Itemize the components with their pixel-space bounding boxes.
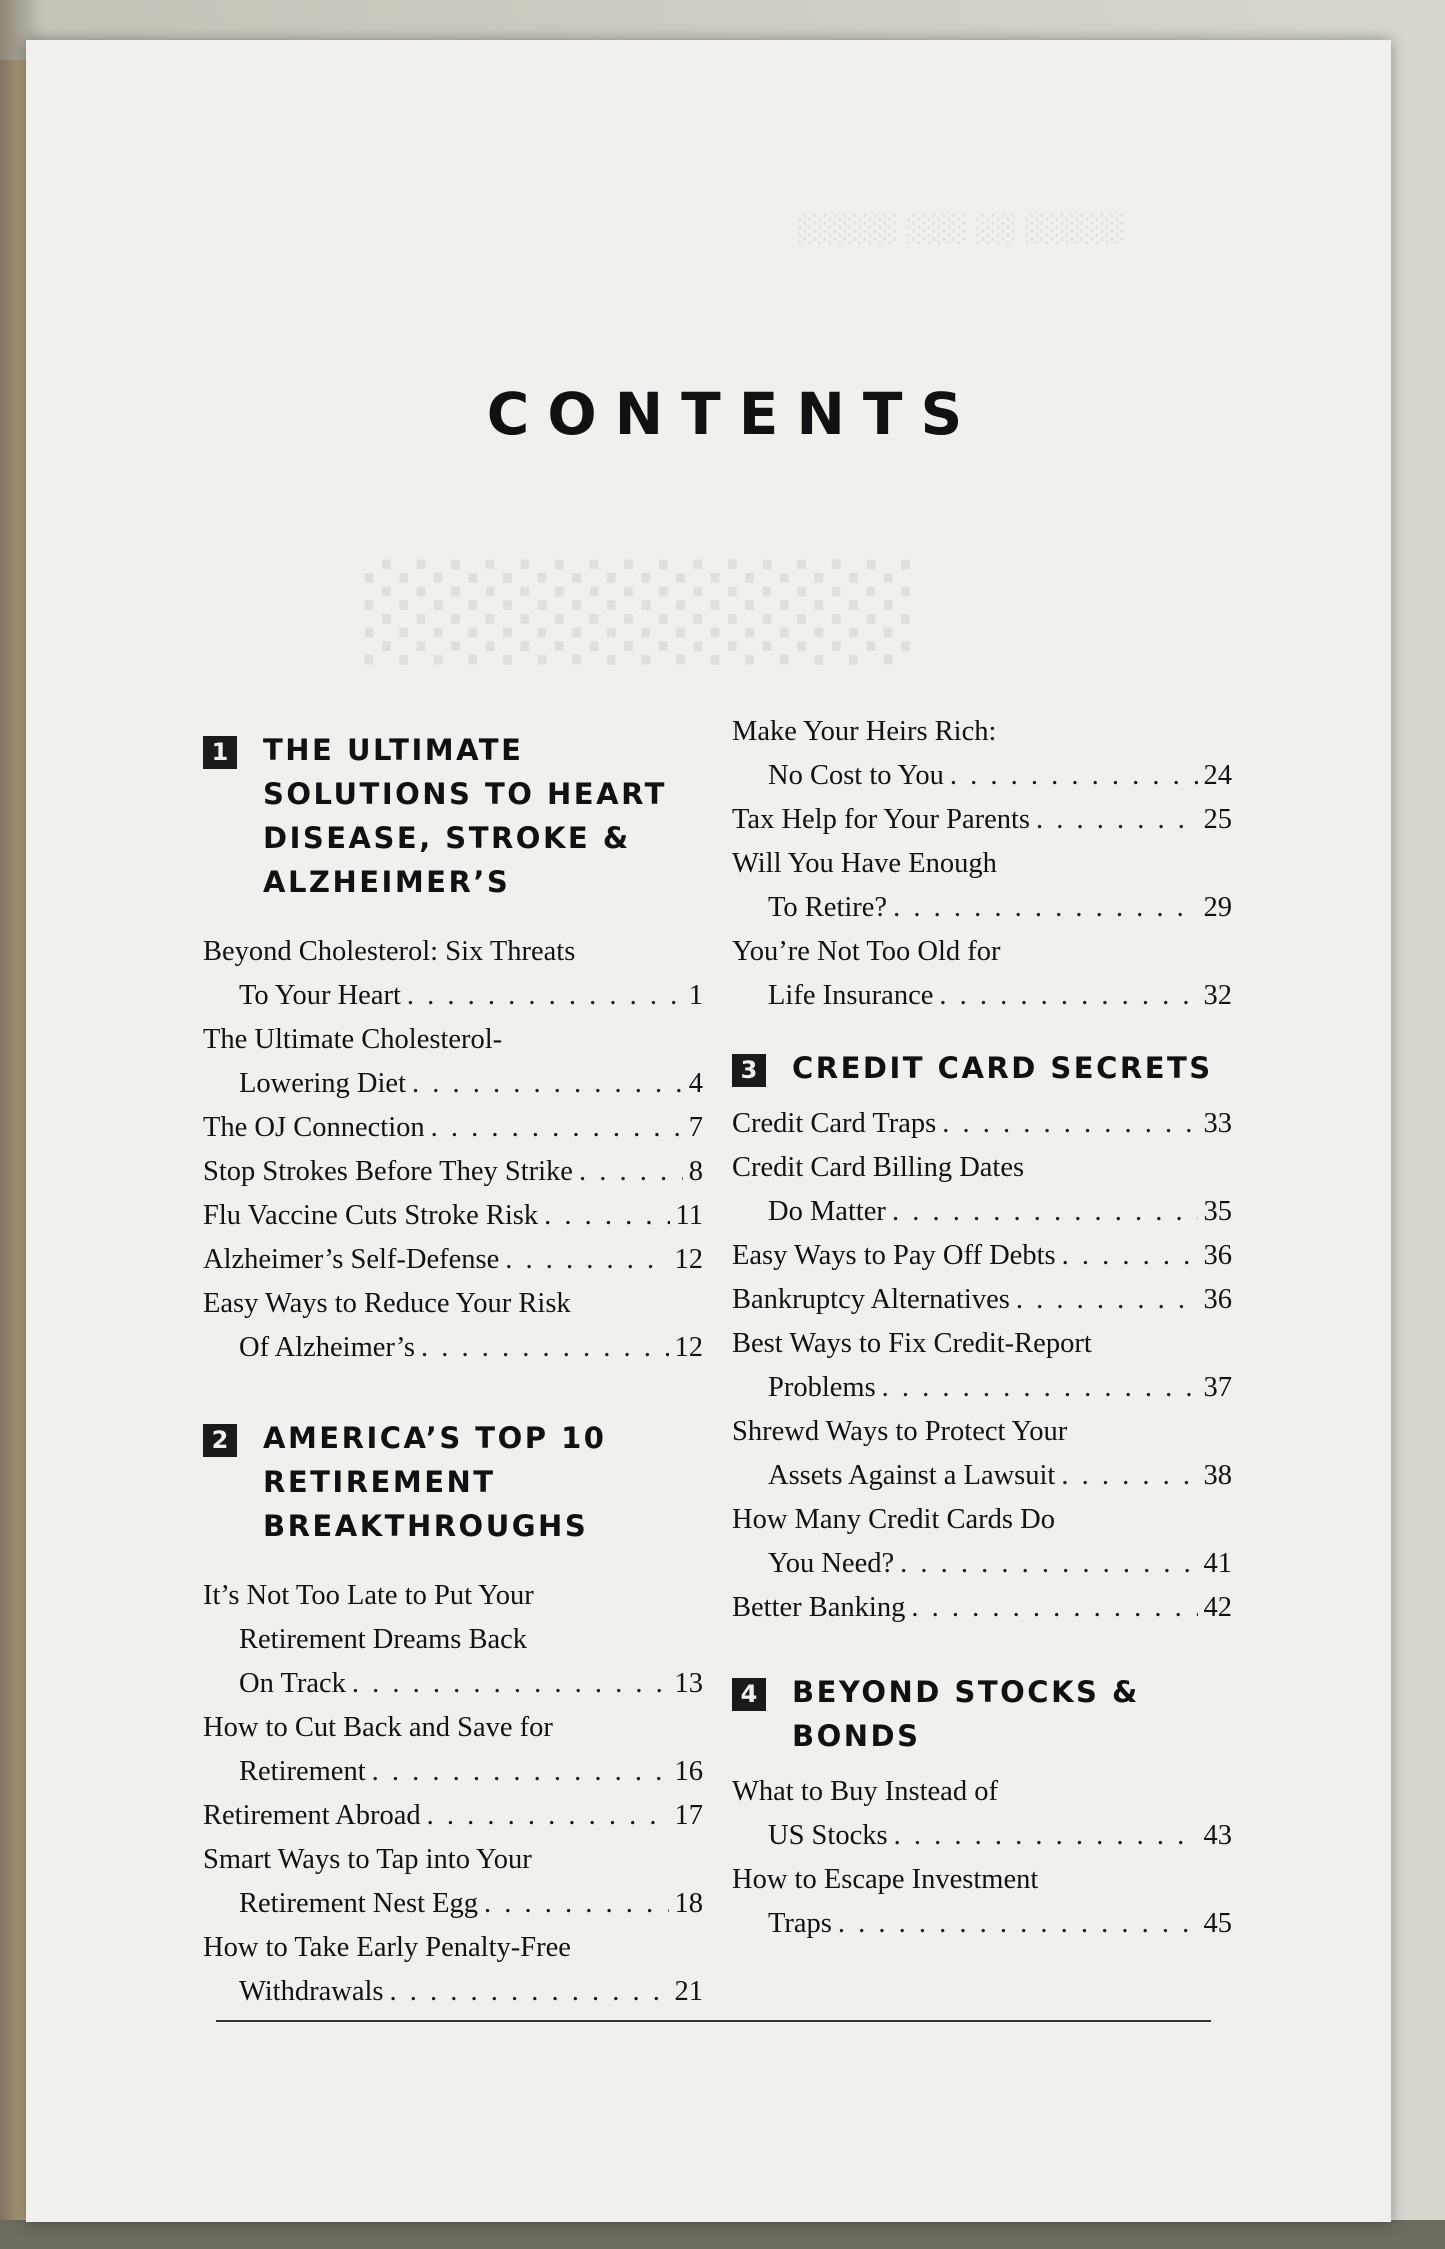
leader-dots [950, 754, 1198, 798]
entry-title-end: Traps [768, 1908, 832, 1939]
leader-dots [900, 1542, 1197, 1586]
entry-title: Shrewd Ways to Protect Your [732, 1416, 1068, 1447]
leader-dots [389, 1970, 668, 2014]
entry-title: Credit Card Billing Dates [732, 1152, 1025, 1183]
leader-dots [407, 974, 683, 1018]
heading-line: BONDS [792, 1719, 921, 1753]
leader-dots [421, 1326, 669, 1370]
leader-dots [544, 1194, 669, 1238]
heading-line: BEYOND STOCKS & [792, 1675, 1140, 1709]
entry-title: Best Ways to Fix Credit-Report [732, 1328, 1092, 1359]
entry-title: How to Take Early Penalty-Free [203, 1932, 571, 1963]
entry-title-end: US Stocks [768, 1820, 888, 1851]
toc-entry [203, 930, 703, 1018]
entry-title-end: Retirement Nest Egg [239, 1888, 479, 1919]
leader-dots [942, 1102, 1197, 1146]
entry-title-end: Retirement [239, 1756, 366, 1787]
entry-title-end: You Need? [768, 1548, 895, 1579]
table-surface [0, 2220, 1445, 2249]
entry-title: It’s Not Too Late to Put Your [203, 1580, 534, 1611]
toc-entry [732, 1586, 1232, 1630]
page-number: 1 [688, 980, 703, 1011]
toc-entry [203, 1926, 703, 2014]
page-number: 18 [674, 1888, 703, 1919]
show-through-text: ░░░░░ ░░ ░░░ ░░░░░ [796, 215, 1124, 245]
entry-title: Beyond Cholesterol: Six Threats [203, 936, 576, 967]
entry-title: Easy Ways to Reduce Your Risk [203, 1288, 571, 1319]
leader-dots [894, 1814, 1198, 1858]
leader-dots [352, 1662, 669, 1706]
entry-title-end: Better Banking [732, 1592, 906, 1623]
entry-title-end: No Cost to You [768, 760, 944, 791]
toc-entry [203, 1238, 703, 1282]
entry-title-end: The OJ Connection [203, 1112, 425, 1143]
page-number: 13 [674, 1668, 703, 1699]
entry-title-end: Bankruptcy Alternatives [732, 1284, 1010, 1315]
page-number: 7 [688, 1112, 703, 1143]
leader-dots [579, 1150, 683, 1194]
leader-dots [1061, 1454, 1197, 1498]
entry-title-end: Withdrawals [239, 1976, 384, 2007]
entry-title-end: Retirement Abroad [203, 1800, 421, 1831]
entry-title: The Ultimate Cholesterol- [203, 1024, 503, 1055]
toc-entry [203, 1706, 703, 1794]
leader-dots [838, 1902, 1198, 1946]
page-number: 35 [1203, 1196, 1232, 1227]
page-number: 16 [674, 1756, 703, 1787]
entry-title: Smart Ways to Tap into Your [203, 1844, 532, 1875]
leader-dots [427, 1794, 669, 1838]
leader-dots [1062, 1234, 1198, 1278]
toc-entry [732, 1410, 1232, 1498]
toc-section-2 [203, 1416, 703, 2014]
page-number: 41 [1203, 1548, 1232, 1579]
section-number: 4 [732, 1678, 766, 1711]
section-number: 2 [203, 1424, 237, 1457]
toc-entry [203, 1018, 703, 1106]
page-number: 17 [674, 1800, 703, 1831]
entry-title-end: Easy Ways to Pay Off Debts [732, 1240, 1056, 1271]
toc-section-2-continued [732, 710, 1232, 1018]
toc-entry [732, 710, 1232, 798]
page-number: 25 [1203, 804, 1232, 835]
toc-entry [732, 1498, 1232, 1586]
section-heading [732, 1046, 1232, 1090]
page-number: 33 [1203, 1108, 1232, 1139]
leader-dots [1036, 798, 1197, 842]
toc-column-left [203, 728, 703, 2014]
toc-entry [732, 1322, 1232, 1410]
heading-line: CREDIT CARD SECRETS [792, 1051, 1213, 1085]
page-number: 12 [674, 1244, 703, 1275]
page-number: 12 [674, 1332, 703, 1363]
entry-title-end: Life Insurance [768, 980, 934, 1011]
toc-section-4 [732, 1670, 1232, 1946]
entry-title-end: Lowering Diet [239, 1068, 406, 1099]
entry-title: What to Buy Instead of [732, 1776, 998, 1807]
toc-entry [203, 1838, 703, 1926]
toc-entry [732, 930, 1232, 1018]
page-title: CONTENTS [486, 380, 981, 448]
page-number: 4 [688, 1068, 703, 1099]
leader-dots [372, 1750, 669, 1794]
entry-title: How Many Credit Cards Do [732, 1504, 1055, 1535]
leader-dots [892, 1190, 1198, 1234]
leader-dots [484, 1882, 668, 1926]
toc-entry [732, 798, 1232, 842]
page-number: 24 [1203, 760, 1232, 791]
entry-title-end: Assets Against a Lawsuit [768, 1460, 1056, 1491]
page-number: 8 [688, 1156, 703, 1187]
section-number: 3 [732, 1054, 766, 1087]
toc-section-3 [732, 1046, 1232, 1630]
toc-entry [732, 1146, 1232, 1234]
page-number: 36 [1203, 1240, 1232, 1271]
page-number: 37 [1203, 1372, 1232, 1403]
leader-dots [911, 1586, 1197, 1630]
bottom-rule [216, 2020, 1211, 2022]
section-heading [203, 728, 703, 904]
show-through-heading: ░░░░░░░░ [356, 560, 910, 665]
entry-title-end: Credit Card Traps [732, 1108, 937, 1139]
toc-entry [732, 1278, 1232, 1322]
entry-title-end: Flu Vaccine Cuts Stroke Risk [203, 1200, 539, 1231]
heading-line: SOLUTIONS TO HEART [263, 777, 667, 811]
toc-entry [732, 1234, 1232, 1278]
entry-title-end: Stop Strokes Before They Strike [203, 1156, 573, 1187]
heading-line: RETIREMENT [263, 1465, 496, 1499]
entry-title: Make Your Heirs Rich: [732, 716, 997, 747]
heading-line: THE ULTIMATE [263, 733, 524, 767]
book-page [26, 40, 1391, 2222]
page-number: 43 [1203, 1820, 1232, 1851]
heading-line: DISEASE, STROKE & [263, 821, 631, 855]
page-number: 29 [1203, 892, 1232, 923]
entry-title-end: Problems [768, 1372, 876, 1403]
entry-title: How to Escape Investment [732, 1864, 1039, 1895]
leader-dots [893, 886, 1197, 930]
page-number: 21 [674, 1976, 703, 2007]
section-heading [203, 1416, 703, 1548]
entry-title-end: To Retire? [768, 892, 888, 923]
toc-entry [203, 1194, 703, 1238]
toc-section-1 [203, 728, 703, 1370]
page-number: 11 [675, 1200, 703, 1231]
page-number: 36 [1203, 1284, 1232, 1315]
toc-entry [203, 1794, 703, 1838]
entry-title: Retirement Dreams Back [239, 1624, 528, 1655]
toc-entry [732, 1858, 1232, 1946]
leader-dots [882, 1366, 1198, 1410]
toc-entry [732, 1102, 1232, 1146]
entry-title: Will You Have Enough [732, 848, 997, 879]
toc-column-right [732, 710, 1232, 1946]
page-number: 45 [1203, 1908, 1232, 1939]
leader-dots [1016, 1278, 1198, 1322]
toc-entry [732, 842, 1232, 930]
entry-title-end: Of Alzheimer’s [239, 1332, 415, 1363]
toc-entry [203, 1282, 703, 1370]
entry-title-end: To Your Heart [239, 980, 401, 1011]
section-heading [732, 1670, 1232, 1758]
heading-line: ALZHEIMER’S [263, 865, 511, 899]
entry-title-end: On Track [239, 1668, 346, 1699]
entry-title-end: Alzheimer’s Self-Defense [203, 1244, 500, 1275]
toc-entry [203, 1574, 703, 1706]
page-number: 38 [1203, 1460, 1232, 1491]
entry-title-end: Do Matter [768, 1196, 886, 1227]
toc-entry [203, 1150, 703, 1194]
heading-line: BREAKTHROUGHS [263, 1509, 589, 1543]
page-number: 42 [1203, 1592, 1232, 1623]
leader-dots [431, 1106, 683, 1150]
entry-title: You’re Not Too Old for [732, 936, 1001, 967]
section-number: 1 [203, 736, 237, 769]
entry-title-end: Tax Help for Your Parents [732, 804, 1031, 835]
leader-dots [412, 1062, 683, 1106]
leader-dots [939, 974, 1197, 1018]
toc-entry [203, 1106, 703, 1150]
heading-line: AMERICA’S TOP 10 [263, 1421, 607, 1455]
page-number: 32 [1203, 980, 1232, 1011]
toc-entry [732, 1770, 1232, 1858]
leader-dots [505, 1238, 668, 1282]
entry-title: How to Cut Back and Save for [203, 1712, 553, 1743]
